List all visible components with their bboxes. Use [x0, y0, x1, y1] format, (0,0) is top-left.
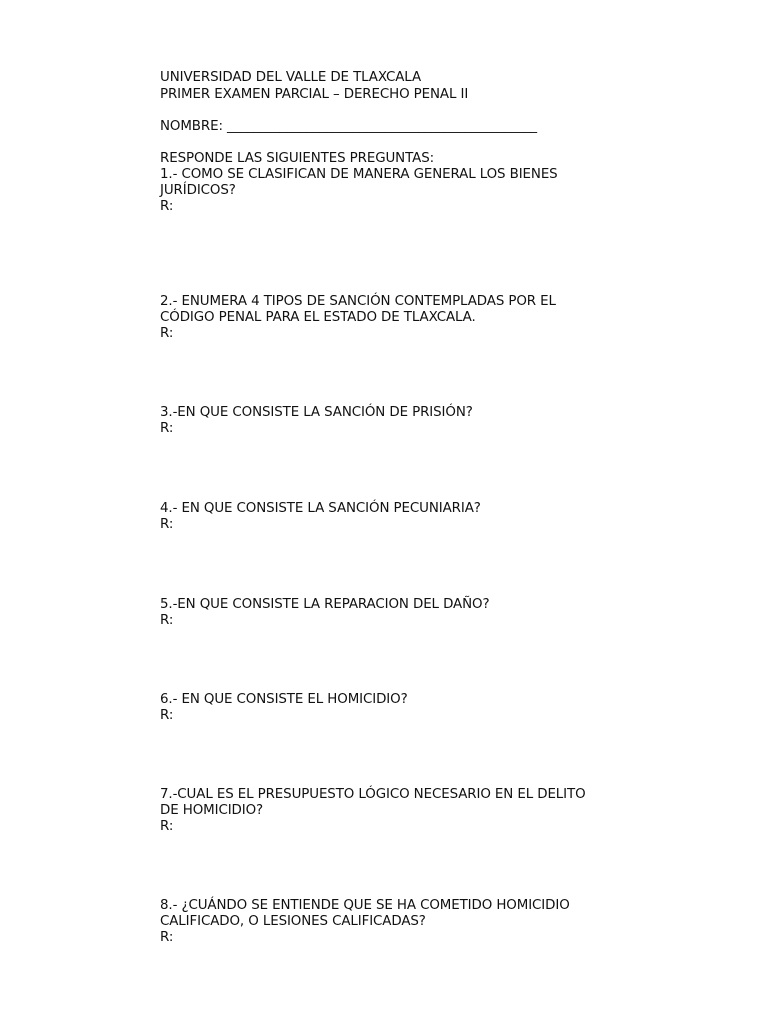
institution-name: UNIVERSIDAD DEL VALLE DE TLAXCALA: [160, 70, 422, 85]
answer-3-label: R:: [160, 421, 174, 436]
question-4-line-1: 4.- EN QUE CONSISTE LA SANCIÓN PECUNIARIA?: [160, 501, 481, 516]
answer-7-label: R:: [160, 819, 174, 834]
question-5-line-1: 5.-EN QUE CONSISTE LA REPARACION DEL DAÑO?: [160, 597, 490, 612]
answer-8-label: R:: [160, 930, 174, 945]
question-7-line-2: DE HOMICIDIO?: [160, 803, 264, 818]
question-2-line-2: CÓDIGO PENAL PARA EL ESTADO DE TLAXCALA.: [160, 310, 476, 325]
answer-4-label: R:: [160, 517, 174, 532]
question-3-line-1: 3.-EN QUE CONSISTE LA SANCIÓN DE PRISIÓN?: [160, 405, 473, 420]
question-1-line-2: JURÍDICOS?: [160, 183, 236, 198]
question-1-line-1: 1.- COMO SE CLASIFICAN DE MANERA GENERAL LOS BIENES: [160, 167, 558, 182]
name-field: NOMBRE: _______________________________________________: [160, 119, 538, 134]
question-6-line-1: 6.- EN QUE CONSISTE EL HOMICIDIO?: [160, 692, 408, 707]
answer-6-label: R:: [160, 708, 174, 723]
instructions: RESPONDE LAS SIGUIENTES PREGUNTAS:: [160, 151, 435, 166]
exam-title: PRIMER EXAMEN PARCIAL – DERECHO PENAL II: [160, 87, 469, 102]
question-8-line-1: 8.- ¿CUÁNDO SE ENTIENDE QUE SE HA COMETIDO HOMICIDIO: [160, 898, 570, 913]
question-8-line-2: CALIFICADO, O LESIONES CALIFICADAS?: [160, 914, 426, 929]
question-7-line-1: 7.-CUAL ES EL PRESUPUESTO LÓGICO NECESARIO EN EL DELITO: [160, 787, 586, 802]
question-2-line-1: 2.- ENUMERA 4 TIPOS DE SANCIÓN CONTEMPLADAS POR EL: [160, 294, 556, 309]
answer-1-label: R:: [160, 199, 174, 214]
answer-5-label: R:: [160, 613, 174, 628]
answer-2-label: R:: [160, 326, 174, 341]
